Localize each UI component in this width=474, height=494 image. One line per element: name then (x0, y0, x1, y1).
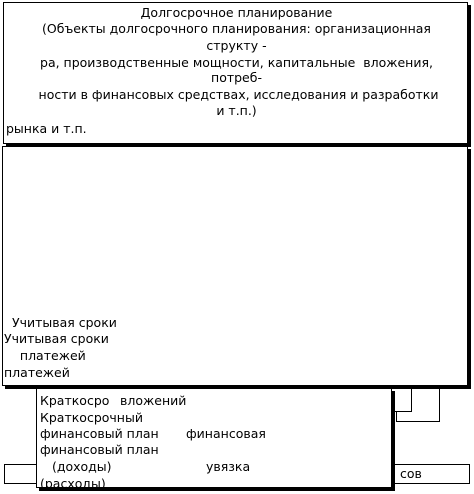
financial-linkage-1: финансовая (186, 426, 266, 441)
long-term-title: Долгосрочное планирование (140, 5, 333, 20)
long-term-planning-box (3, 2, 468, 144)
behind-label: вложений (120, 393, 187, 408)
long-term-line: структу - (206, 38, 267, 53)
bottom-strip-tail: сов (400, 466, 422, 481)
short-term-line-1: Краткосрочный (40, 410, 143, 425)
long-term-line: рынка и т.п. (6, 121, 87, 136)
payment-terms-label: платежей (4, 365, 70, 380)
long-term-line: и т.п.) (216, 103, 257, 118)
financial-linkage-2: увязка (206, 459, 251, 474)
long-term-line: ности в финансовых средствах, исследования и разработки (34, 87, 439, 102)
payment-terms-label: платежей (4, 348, 86, 363)
long-term-line: потреб- (211, 70, 262, 85)
long-term-line: ра, производственные мощности, капитальные вложения, (40, 55, 433, 70)
short-term-line-3: (доходы) (44, 459, 112, 474)
short-term-line-2: финансовый план (40, 442, 159, 457)
payment-terms-label: Учитывая сроки (4, 331, 109, 346)
behind-prefix: Краткосро (40, 393, 110, 408)
short-term-plan-2: финансовый план (40, 426, 159, 441)
payment-terms-label: Учитывая сроки (4, 315, 117, 330)
long-term-line: (Объекты долгосрочного планирования: организационная (42, 21, 431, 36)
short-term-line-4: (расходы) (40, 476, 106, 491)
